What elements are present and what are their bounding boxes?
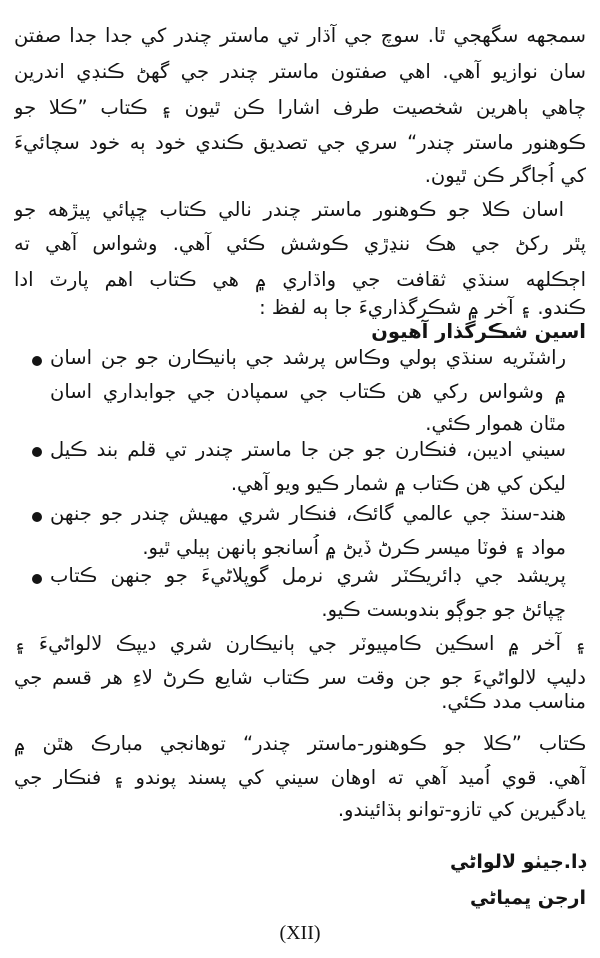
text-line: چاهي ٻاهرين شخصيت طرف اشارا ڪن ٿيون ۽ ڪتاب ”ڪلا جو: [14, 96, 586, 119]
text-line: ڪندو. ۽ آخر ۾ شڪرگذاريءَ جا ٻه لفظ :: [259, 296, 586, 319]
text-line: پٿر رکڻ جي هڪ ننڍڙي ڪوشش ڪئي آهي. وشواس آهي ته: [14, 232, 586, 255]
text-line: ڇپائڻ جو جوڳو بندوبست ڪيو.: [321, 598, 566, 621]
text-line: هند-سنڌ جي عالمي گائڪ، فنڪار شري مهيش چندر جو جنهن: [50, 502, 566, 525]
bullet-dot: [32, 447, 42, 457]
text-line: ڪتاب ”ڪلا جو ڪوهنور-ماستر چندر“ توهانجي مبارڪ هٿن ۾: [14, 732, 586, 755]
text-line: ۽ آخر ۾ اسڪين ڪامپيوٽر جي ٻانيڪارن شري ديپڪ لالواڻيءَ ۽: [14, 632, 586, 655]
text-line: سان نوازيو آهي. اهي صفتون ماستر چندر جي گهڻ ڪنڊي اندرين: [14, 60, 586, 83]
signature-1: ڊا.جيٺو لالواڻي: [450, 851, 586, 873]
text-line: سمجهه سگهجي ٿا. سوچ جي آڌار تي ماستر چندر کي جدا جدا صفتن: [14, 24, 586, 47]
bullet-dot: [32, 574, 42, 584]
text-line: اسان ڪلا جو ڪوهنور ماستر چندر نالي ڪتاب ڇپائي پيڙهه جو: [14, 198, 564, 221]
thanks-heading: اسين شڪرگذار آهيون: [371, 320, 586, 343]
text-line: مناسب مدد ڪئي.: [441, 690, 586, 713]
text-line: آهي. قوي اُميد آهي ته اوهان سيني کي پسند پوندو ۽ فنڪار جي: [14, 766, 586, 789]
text-line: راشٽريه سنڌي ٻولي وڪاس پرشد جي ٻانيڪارن جو جن اسان: [50, 346, 566, 369]
text-line: مٿان هموار ڪئي.: [425, 412, 566, 435]
text-line: اڄڪلهه سنڌي ثقافت جي واڌاري ۾ هي ڪتاب اهم پارٽ ادا: [14, 268, 586, 291]
text-line: يادگيرين کي تازو-توانو ٻڌائيندو.: [337, 798, 586, 821]
text-line: ڪوهنور ماستر چندر“ سري جي تصديق ڪندي خود ٻه خود سچائيءَ: [14, 131, 586, 154]
text-line: کي اُجاگر ڪن ٿيون.: [424, 164, 586, 187]
text-line: پريشد جي ڊائريڪٽر شري نرمل گوپلاڻيءَ جو جنهن ڪتاب: [50, 564, 566, 587]
signature-2: ارجن ڀمياڻي: [470, 887, 586, 909]
text-line: سيني اديبن، فنڪارن جو جن جا ماستر چندر تي قلم بند ڪيل: [50, 438, 566, 461]
text-line: ليکن کي هن ڪتاب ۾ شمار ڪيو ويو آهي.: [230, 472, 566, 495]
page-number: (XII): [279, 922, 321, 944]
text-line: دليپ لالواڻيءَ جو جن وقت سر ڪتاب شايع ڪرڻ لاءِ هر قسم جي: [14, 666, 586, 689]
text-line: مواد ۽ فوٽا ميسر ڪرڻ ڏيڻ ۾ اُسانجو ٻانهن ٻيلي ٿيو.: [142, 536, 566, 559]
bullet-dot: [32, 512, 42, 522]
bullet-dot: [32, 356, 42, 366]
text-line: ۾ وشواس رکي هن ڪتاب جي سمپادن جي جوابداري اسان: [50, 380, 566, 403]
